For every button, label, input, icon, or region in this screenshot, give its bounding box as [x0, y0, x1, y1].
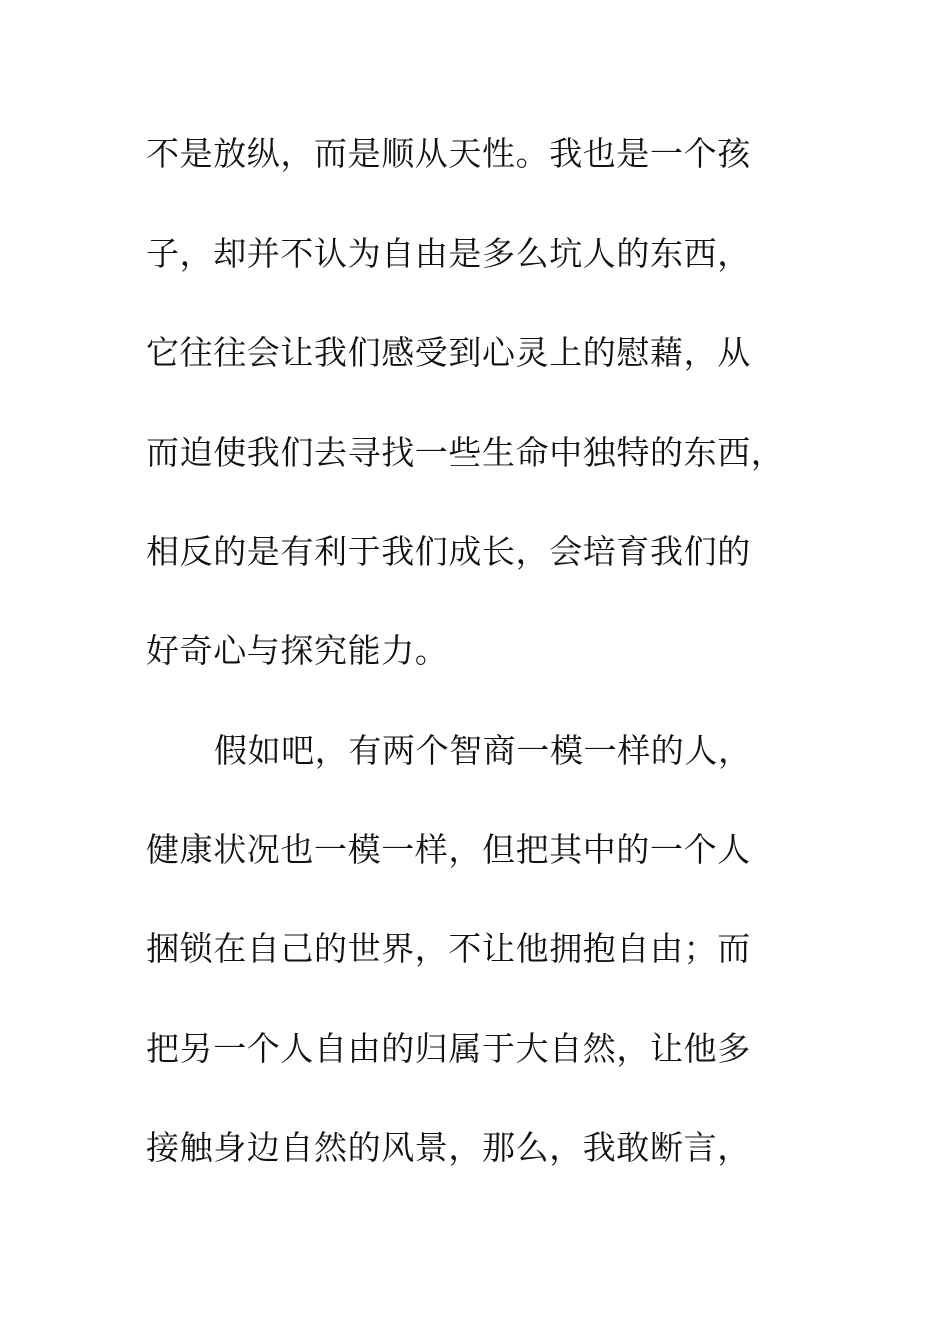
text-line: 捆锁在自己的世界，不让他拥抱自由；而: [146, 929, 751, 968]
text-line: 接触身边自然的风景，那么，我敢断言，: [146, 1128, 751, 1167]
text-line: 不是放纵，而是顺从天性。我也是一个孩: [146, 134, 751, 173]
text-line: 子，却并不认为自由是多么坑人的东西，: [146, 234, 751, 273]
text-line: 健康状况也一模一样，但把其中的一个人: [146, 830, 751, 869]
text-line: 把另一个人自由的归属于大自然，让他多: [146, 1029, 751, 1068]
text-line: 相反的是有利于我们成长，会培育我们的: [146, 532, 751, 571]
text-line: 好奇心与探究能力。: [146, 631, 449, 670]
text-line: 它往往会让我们感受到心灵上的慰藉，从: [146, 333, 751, 372]
text-line: 而迫使我们去寻找一些生命中独特的东西，: [146, 433, 785, 472]
paragraph-first-line: 假如吧，有两个智商一模一样的人，: [214, 731, 752, 770]
